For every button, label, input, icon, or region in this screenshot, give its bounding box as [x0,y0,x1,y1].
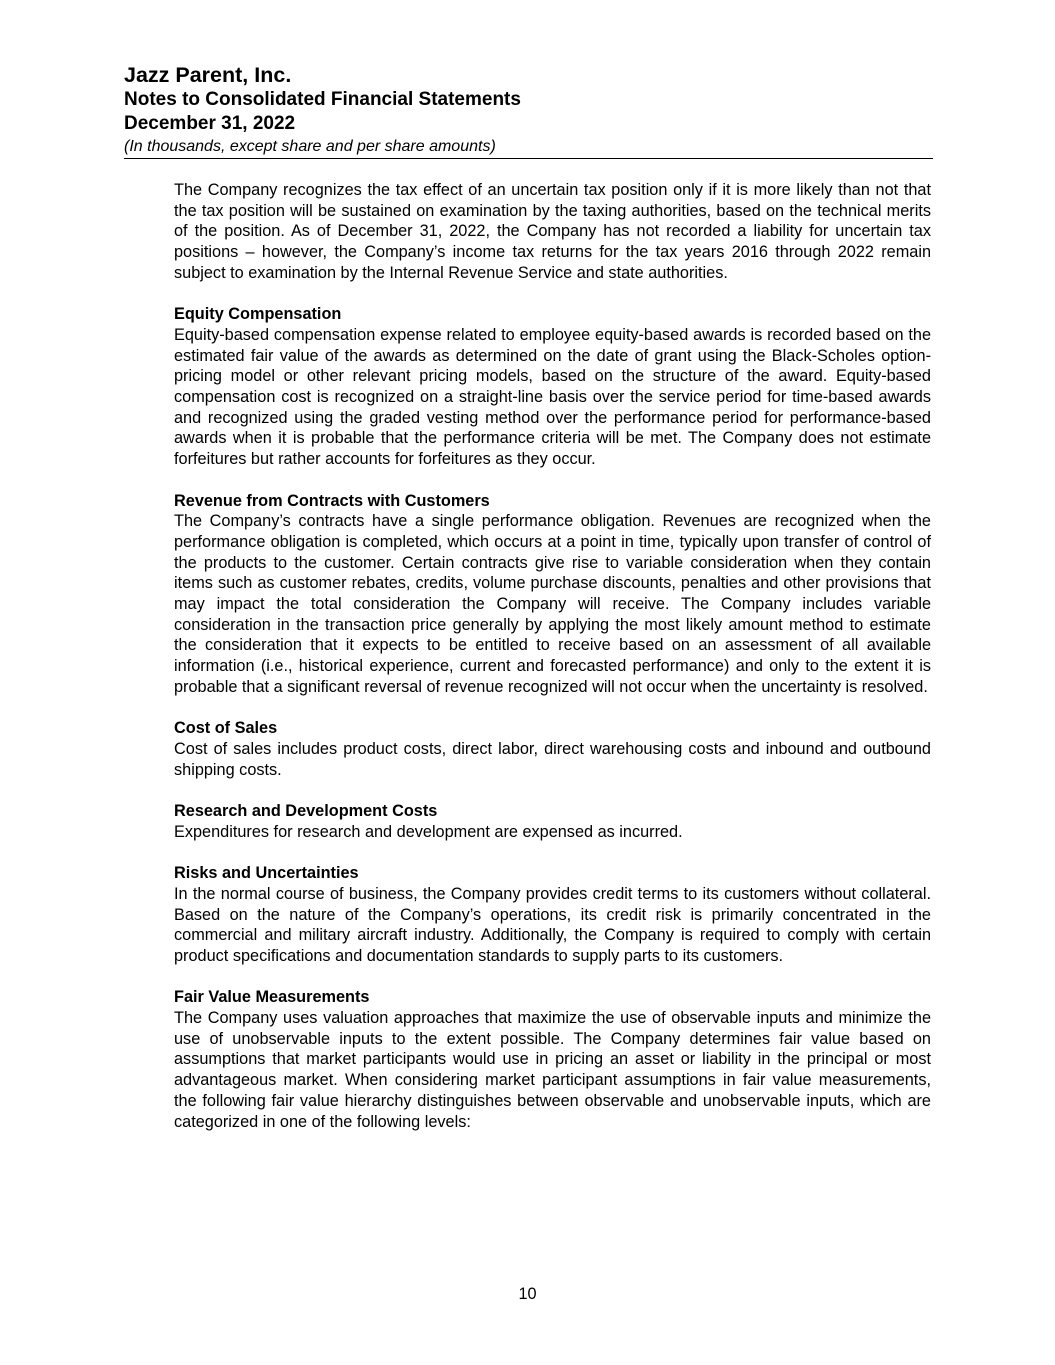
section-text: Cost of sales includes product costs, direct labor, direct warehousing costs and inbound and outbound shipping costs. [174,739,931,779]
page-header [124,63,933,157]
section-text: Expenditures for research and development are expensed as incurred. [174,822,683,841]
section-heading: Research and Development Costs [174,802,438,821]
section-heading: Risks and Uncertainties [174,864,359,883]
section-heading: Fair Value Measurements [174,988,370,1007]
section-risks [174,863,931,967]
statement-date: December 31, 2022 [124,113,296,134]
notes-body [174,180,931,1132]
header-divider [124,158,933,159]
section-text: The Company uses valuation approaches that maximize the use of observable inputs and minimize the use of unobservable inputs to the extent possible. The Company determines fair value based on assumptions that market participants would use in pricing an asset or liability in the principal or most advantageous market. When considering market participant assumptions in fair value measurements, the following fair value hierarchy distinguishes between observable and unobservable inputs, which are categorized in one of the following levels: [174,1009,931,1131]
section-heading: Equity Compensation [174,305,342,324]
section-text: Equity-based compensation expense related to employee equity-based awards is recorded based on the estimated fair value of the awards as determined on the date of grant using the Black-Scholes option-pricing model or other relevant pricing models, based on the structure of the award. Equity-based compensation cost is recognized on a straight-line basis over the service period for time-based awards and recognized using the graded vesting method over the performance period for performance-based awards when it is probable that the performance criteria will be met. The Company does not estimate forfeitures but rather accounts for forfeitures as they occur. [174,325,931,469]
section-text: The Company’s contracts have a single performance obligation. Revenues are recognized when the performance obligation is completed, which occurs at a point in time, typically upon transfer of control of the products to the customer. Certain contracts give rise to variable consideration when they contain items such as customer rebates, credits, volume purchase discounts, penalties and other provisions that may impact the total consideration the Company will receive. The Company includes variable consideration in the transaction price generally by applying the most likely amount method to estimate the consideration that it expects to be entitled to receive based on an assessment of all available information (i.e., historical experience, current and forecasted performance) and only to the extent it is probable that a significant reversal of revenue recognized will not occur when the uncertainty is resolved. [174,512,931,696]
section-cost-of-sales [174,718,931,780]
company-name: Jazz Parent, Inc. [124,63,292,87]
document-title: Notes to Consolidated Financial Statements [124,89,521,110]
section-revenue [174,491,931,698]
section-text: In the normal course of business, the Company provides credit terms to its customers without collateral. Based on the nature of the Company’s operations, its credit risk is primarily concentrated in the commercial and military aircraft industry. Additionally, the Company is required to comply with certain product specifications and documentation standards to supply parts to its customers. [174,884,931,965]
section-fair-value [174,987,931,1132]
section-equity-compensation [174,304,931,470]
page-number: 10 [518,1285,537,1303]
section-heading: Cost of Sales [174,719,278,738]
uncertain-tax-paragraph: The Company recognizes the tax effect of an uncertain tax position only if it is more likely than not that the tax position will be sustained on examination by the taxing authorities, based on the technical merits of the position. As of December 31, 2022, the Company has not recorded a liability for uncertain tax positions – however, the Company’s income tax returns for the tax years 2016 through 2022 remain subject to examination by the Internal Revenue Service and state authorities. [174,181,931,282]
section-research-development [174,801,931,842]
units-note: (In thousands, except share and per share amounts) [124,138,496,155]
section-heading: Revenue from Contracts with Customers [174,491,490,510]
